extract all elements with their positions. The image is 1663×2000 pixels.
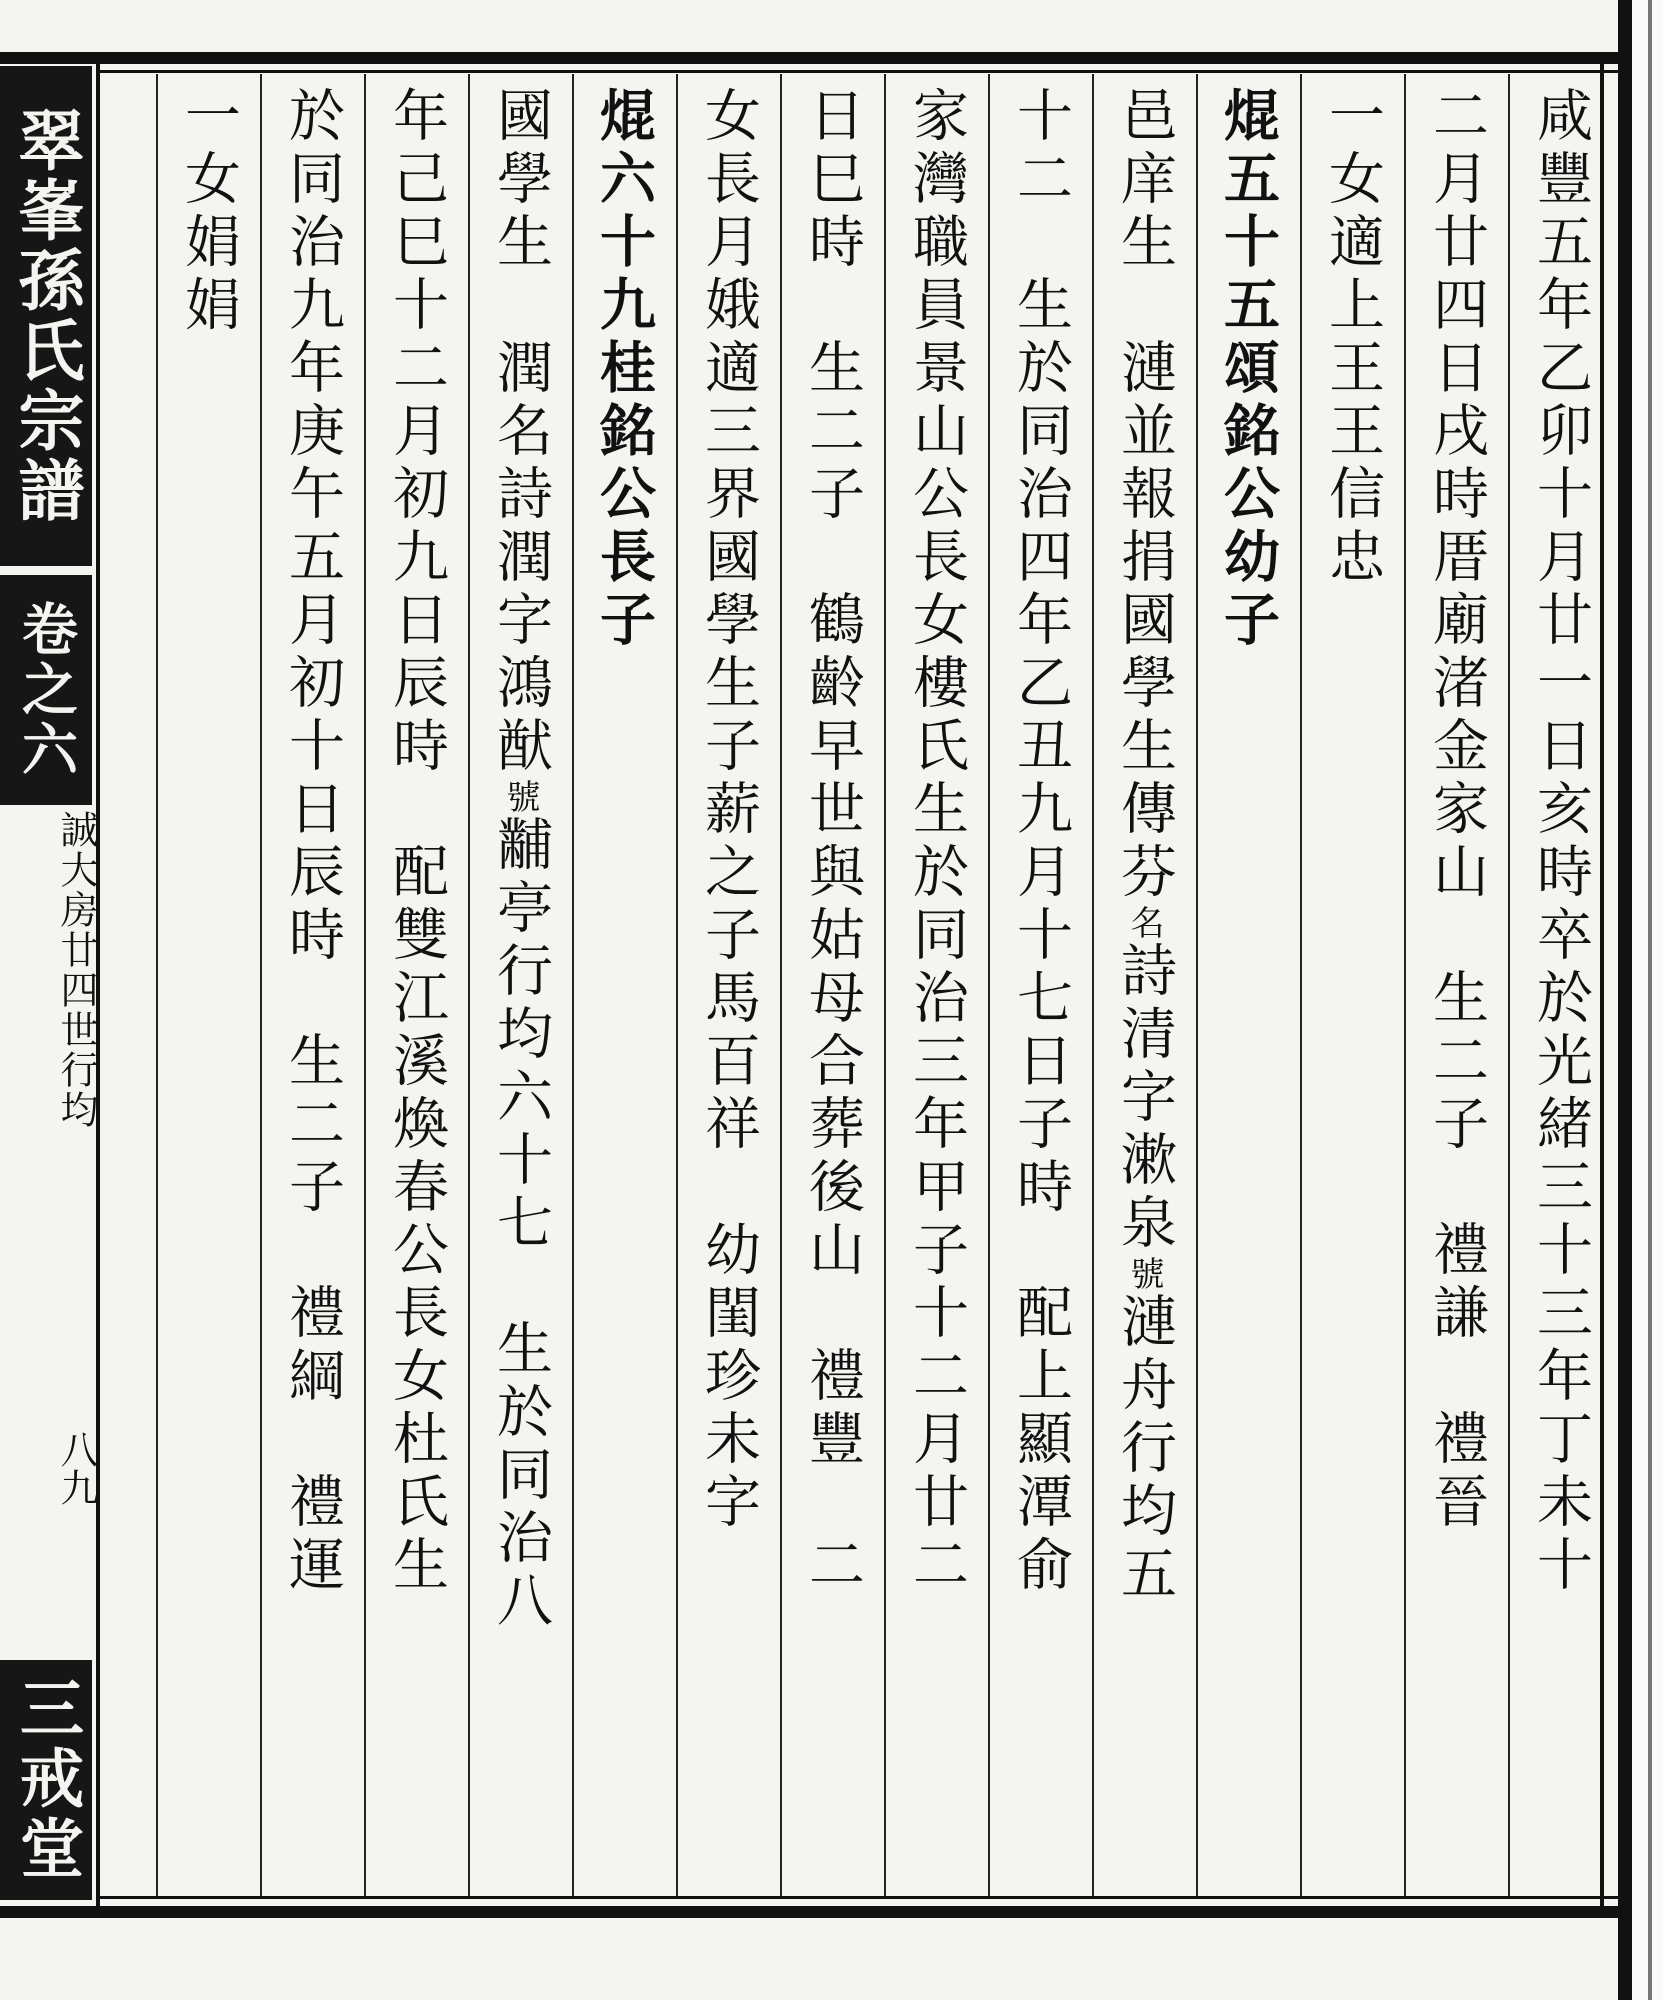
- spine-hall-name: 三戒堂: [0, 1660, 92, 1900]
- right-border: [1618, 0, 1632, 2000]
- entry-heading: 焜六十九桂銘公長子: [591, 86, 657, 653]
- text-column-8: [782, 86, 882, 1886]
- bottom-border-inner: [0, 1896, 1629, 1899]
- text-column-5: [1094, 86, 1194, 1886]
- text-column-2: [1406, 86, 1506, 1886]
- column-text: 十二 生於同治四年乙丑九月十七日子時 配上顯潭俞: [1008, 86, 1073, 1598]
- spine-volume: 卷之六: [0, 575, 92, 805]
- column-text: 黼亭行均六十七 生於同治八: [488, 815, 553, 1634]
- spine-title: 翠峯孫氏宗譜: [0, 66, 92, 566]
- bottom-border: [0, 1906, 1629, 1918]
- text-column-1: [1510, 86, 1610, 1886]
- annotation-text: 號: [1124, 1256, 1164, 1292]
- column-text: 咸豐五年乙卯十月廿一日亥時卒於光緒三十三年丁未十: [1528, 86, 1593, 1598]
- text-column-3: [1302, 86, 1402, 1886]
- column-text: 於同治九年庚午五月初十日辰時 生二子 禮綱 禮運: [280, 86, 345, 1598]
- text-column-6: [990, 86, 1090, 1886]
- text-column-12: [366, 86, 466, 1886]
- entry-heading-column: [574, 86, 674, 1886]
- column-text: 國學生 潤名詩潤字鴻猷: [488, 86, 553, 779]
- column-text: 日巳時 生二子 鶴齡早世與姑母合葬後山 禮豐 二: [800, 86, 865, 1598]
- column-text: 詩清字漱泉: [1112, 941, 1177, 1256]
- annotation-text: 號: [500, 779, 540, 815]
- column-text: 邑庠生 漣並報捐國學生傳芬: [1112, 86, 1177, 905]
- column-text: 漣舟行均五: [1112, 1292, 1177, 1607]
- text-column-11: [470, 86, 570, 1886]
- annotation-text: 名: [1124, 905, 1164, 941]
- top-border: [0, 52, 1629, 64]
- text-column-14: [158, 86, 258, 1886]
- entry-heading: 焜五十五頌銘公幼子: [1215, 86, 1281, 653]
- top-border-inner: [0, 70, 1629, 73]
- column-text: 一女娟娟: [176, 86, 241, 338]
- spine-page-number: 八九: [54, 1430, 98, 1506]
- entry-heading-column: [1198, 86, 1298, 1886]
- column-text: 女長月娥適三界國學生子薪之子馬百祥 幼閨珍未字: [696, 86, 761, 1535]
- column-text: 家灣職員景山公長女樓氏生於同治三年甲子十二月廿二: [904, 86, 969, 1598]
- spine-section: 誠大房廿四世行均: [54, 810, 98, 1130]
- page-edge-line: [1648, 0, 1652, 2000]
- column-text: 一女適上王王信忠: [1320, 86, 1385, 590]
- text-column-9: [678, 86, 778, 1886]
- text-column-13: [262, 86, 362, 1886]
- column-text: 二月廿四日戌時厝廟渚金家山 生二子 禮謙 禮晉: [1424, 86, 1489, 1535]
- text-column-7: [886, 86, 986, 1886]
- column-text: 年己巳十二月初九日辰時 配雙江溪煥春公長女杜氏生: [384, 86, 449, 1598]
